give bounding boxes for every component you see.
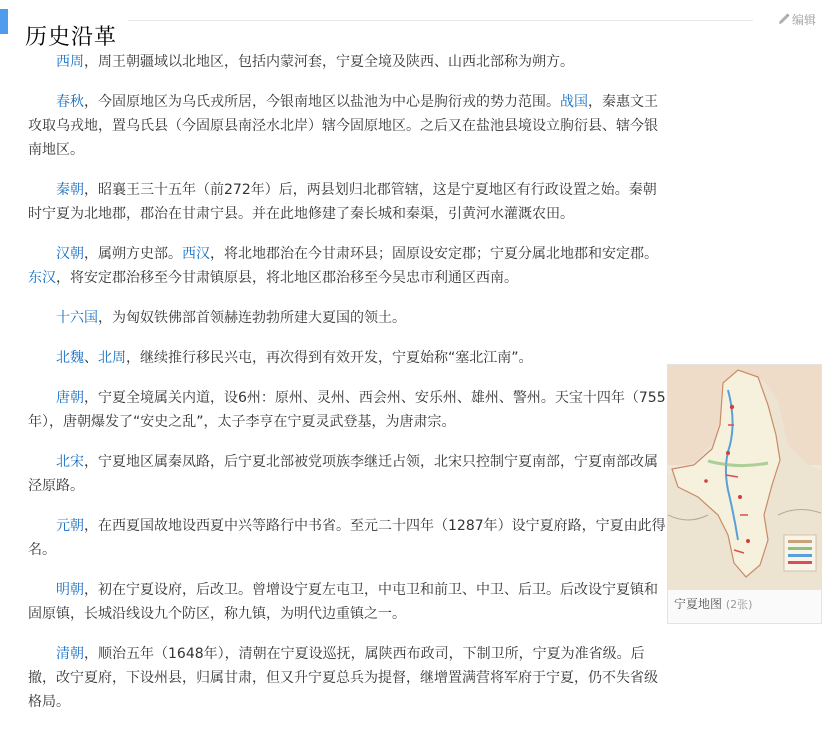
era-link[interactable]: 汉朝: [56, 246, 84, 262]
pencil-icon: [778, 13, 790, 25]
paragraph-text: ，继续推行移民兴屯，再次得到有效开发，宁夏始称“塞北江南”。: [126, 350, 533, 366]
paragraph-text: ，初在宁夏设府，后改卫。曾增设宁夏左屯卫，中屯卫和前卫、中卫、后卫。后改设宁夏镇和固原镇，长城沿线设九个防区，称九镇，为明代边重镇之一。: [28, 582, 658, 622]
paragraph-yuan: [28, 514, 666, 562]
era-link[interactable]: 北魏: [56, 350, 84, 366]
era-link[interactable]: 清朝: [56, 646, 84, 662]
era-link[interactable]: 秦朝: [56, 182, 84, 198]
section-divider: [128, 20, 753, 21]
map-caption[interactable]: [674, 595, 752, 612]
paragraph-text: ，顺治五年（1648年），清朝在宁夏设巡抚，属陕西布政司，下制卫所，宁夏为准省级。后撤，改宁夏府，下设州县，归属甘肃，但又升宁夏总兵为提督，继增置满营将军府于宁夏，仍不失省级格局。: [28, 646, 658, 710]
paragraph-northern-song: [28, 450, 666, 498]
section-title: 历史沿革: [25, 25, 118, 51]
paragraph-text: ，为匈奴铁佛部首领赫连勃勃所建大夏国的领土。: [98, 310, 406, 326]
paragraph-sixteen-kingdoms: [28, 306, 666, 330]
map-caption-label: 宁夏地图: [674, 597, 723, 611]
paragraph-text: ，将北地郡治在今甘肃环县；固原设安定郡；宁夏分属北地郡和安定郡。: [210, 246, 658, 262]
paragraph-text: 、: [84, 350, 98, 366]
paragraph-zhou: [28, 50, 666, 74]
paragraph-text: ，周王朝疆域以北地区，包括内蒙河套，宁夏全境及陕西、山西北部称为朔方。: [84, 54, 574, 70]
paragraph-ming: [28, 578, 666, 626]
paragraph-text: ，今固原地区为乌氏戎所居，今银南地区以盐池为中心是朐衍戎的势力范围。: [84, 94, 560, 110]
paragraph-tang: [28, 386, 668, 434]
paragraph-text: ，宁夏地区属秦凤路，后宁夏北部被党项族李继迁占领，北宋只控制宁夏南部，宁夏南部改属泾原路。: [28, 454, 658, 494]
paragraph-spring-autumn: [28, 90, 666, 162]
section-header: [0, 0, 831, 51]
era-link[interactable]: 唐朝: [56, 390, 84, 406]
era-link[interactable]: 东汉: [28, 270, 56, 286]
map-image-count: (2张): [725, 598, 753, 611]
history-body: [28, 50, 666, 730]
edit-button[interactable]: [778, 11, 816, 29]
paragraph-text: ，在西夏国故地设西夏中兴等路行中书省。至元二十四年（1287年）设宁夏府路，宁夏由此得名。: [28, 518, 666, 558]
era-link[interactable]: 十六国: [56, 310, 98, 326]
paragraph-text: ，将安定郡治移至今甘肃镇原县，将北地区郡治移至今吴忠市利通区西南。: [56, 270, 518, 286]
paragraph-northern-wei: [28, 346, 666, 370]
paragraph-text: ，秦惠文王攻取乌戎地，置乌氏县（今固原县南泾水北岸）辖今固原地区。之后又在盐池县境设立朐衍县、辖今银南地区。: [28, 94, 658, 158]
era-link[interactable]: 北周: [98, 350, 126, 366]
paragraph-text: ，昭襄王三十五年（前272年）后，两县划归北郡管辖，这是宁夏地区有行政设置之始。秦朝时宁夏为北地郡，郡治在甘肃宁县。并在此地修建了秦长城和秦渠，引黄河水灌溉农田。: [28, 182, 657, 222]
section-accent-bar: [0, 9, 8, 34]
paragraph-han: [28, 242, 666, 290]
era-link[interactable]: 元朝: [56, 518, 84, 534]
map-figure[interactable]: [667, 364, 822, 624]
edit-button-label: 编辑: [792, 13, 817, 27]
era-link[interactable]: 西汉: [182, 246, 210, 262]
paragraph-text: ，宁夏全境属关内道，设6州：原州、灵州、西会州、安乐州、雄州、警州。天宝十四年（755年），唐朝爆发了“安史之乱”，太子李亨在宁夏灵武登基，为唐肃宗。: [28, 390, 666, 430]
era-link[interactable]: 北宋: [56, 454, 84, 470]
era-link[interactable]: 春秋: [56, 94, 84, 110]
era-link[interactable]: 战国: [560, 94, 588, 110]
paragraph-qin: [28, 178, 666, 226]
era-link[interactable]: 西周: [56, 54, 84, 70]
paragraph-qing: [28, 642, 666, 714]
paragraph-text: ，属朔方史部。: [84, 246, 182, 262]
ningxia-map-image: [668, 365, 821, 590]
era-link[interactable]: 明朝: [56, 582, 84, 598]
